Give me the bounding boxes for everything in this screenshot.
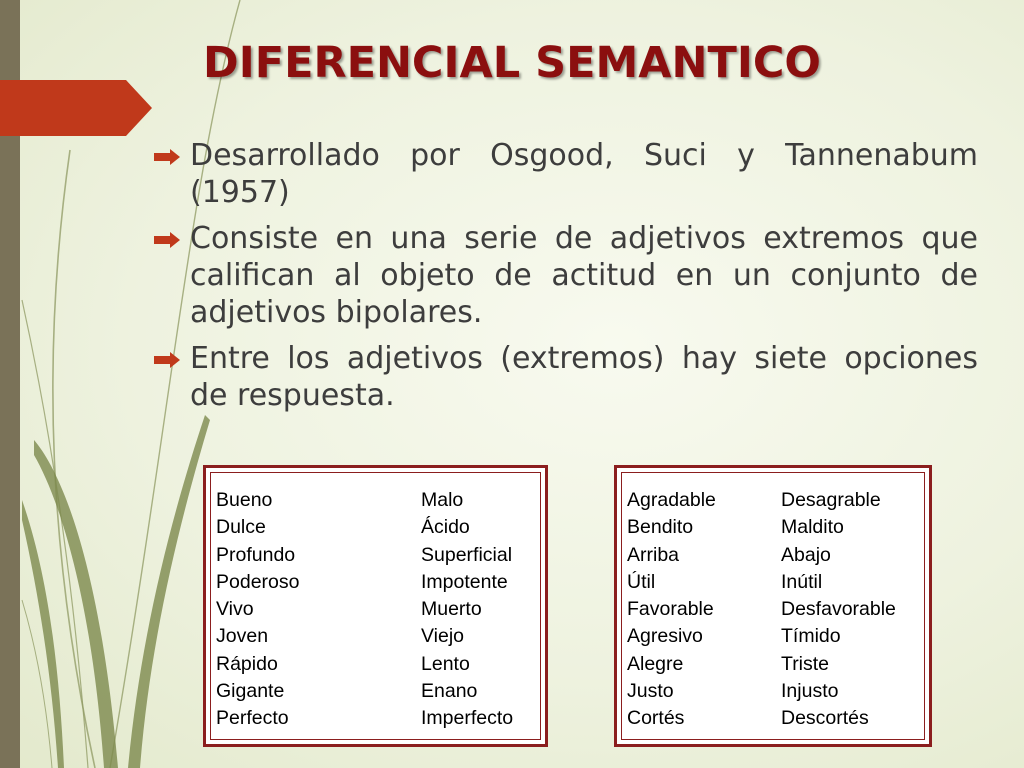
adjective-cell: Poderoso (216, 570, 300, 593)
arrow-bullet-icon (154, 149, 180, 165)
adjective-cell: Maldito (781, 516, 844, 539)
positive-adjectives-column (627, 487, 716, 733)
adjective-cell: Justo (627, 680, 674, 703)
adjective-cell: Perfecto (216, 707, 289, 730)
bullet-item (152, 340, 978, 414)
adjective-cell: Imperfecto (421, 707, 514, 730)
adjective-cell: Muerto (421, 598, 482, 621)
adjective-cell: Útil (627, 570, 656, 593)
adjective-cell: Desagrable (781, 489, 881, 511)
arrow-bullet-icon (154, 352, 180, 368)
adjective-cell: Dulce (216, 516, 266, 539)
adjective-cell: Favorable (627, 598, 714, 621)
negative-adjectives-column (421, 487, 513, 733)
adjective-cell: Lento (421, 652, 470, 675)
adjective-cell: Agresivo (627, 625, 703, 648)
adjective-cell: Abajo (781, 543, 831, 566)
bullet-text: Entre los adjetivos (extremos) hay siete opciones de respuesta. (190, 341, 978, 413)
adjective-cell: Triste (781, 652, 830, 675)
adjective-cell: Descortés (781, 707, 869, 730)
bullet-item (152, 137, 978, 211)
adjective-cell: Viejo (421, 625, 465, 648)
bullet-list (152, 137, 978, 423)
title-accent-tab (0, 80, 152, 136)
adjective-cell: Ácido (421, 516, 470, 539)
adjective-cell: Agradable (627, 489, 716, 511)
adjective-cell: Gigante (216, 680, 285, 703)
adjectives-table-2 (614, 465, 932, 747)
bullet-text: Desarrollado por Osgood, Suci y Tannenabum (1957) (190, 138, 978, 210)
adjective-cell: Impotente (421, 570, 508, 593)
adjective-cell: Vivo (216, 598, 254, 621)
adjective-cell: Cortés (627, 707, 685, 730)
adjective-cell: Enano (421, 680, 478, 703)
adjective-cell: Injusto (781, 680, 839, 703)
adjectives-table-1 (203, 465, 548, 747)
adjective-cell: Arriba (627, 543, 680, 566)
adjective-cell: Bueno (216, 489, 273, 511)
adjective-cell: Inútil (781, 570, 823, 593)
adjective-cell: Joven (216, 625, 269, 648)
adjective-cell: Bendito (627, 516, 694, 539)
adjective-cell: Profundo (216, 543, 296, 566)
positive-adjectives-column (216, 487, 299, 733)
adjective-cell: Rápido (216, 652, 278, 675)
page-title: DIFERENCIAL SEMANTICO (203, 38, 821, 88)
negative-adjectives-column (781, 487, 896, 733)
adjective-cell: Malo (421, 489, 464, 511)
bullet-item (152, 220, 978, 331)
adjective-cell: Desfavorable (781, 598, 896, 621)
adjective-cell: Alegre (627, 652, 684, 675)
arrow-bullet-icon (154, 232, 180, 248)
adjective-cell: Superficial (421, 543, 513, 566)
bullet-text: Consiste en una serie de adjetivos extremos que califican al objeto de actitud en un conjunto de adjetivos bipolares. (190, 221, 978, 330)
adjective-cell: Tímido (781, 625, 841, 648)
